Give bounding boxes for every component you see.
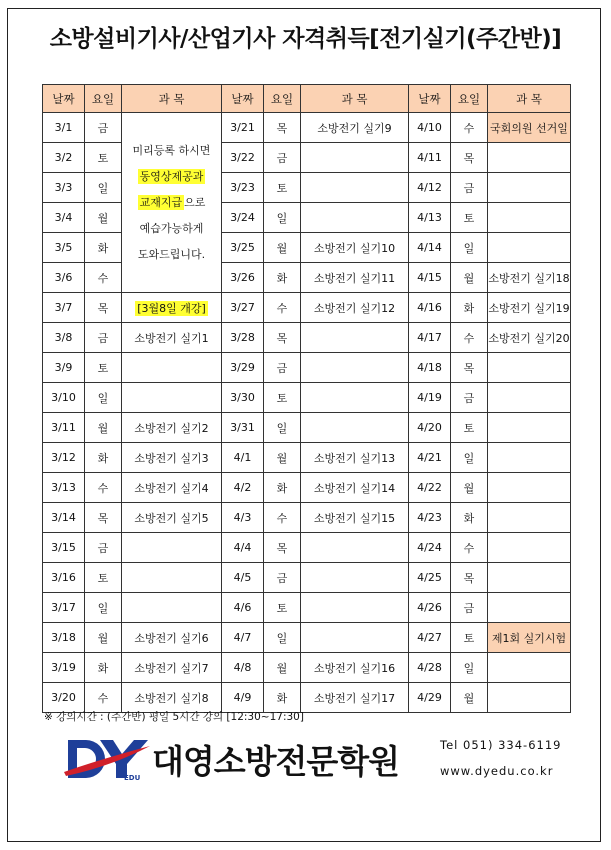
day-cell: 토: [264, 383, 301, 413]
subject-cell: [488, 143, 571, 173]
subject-cell: 소방전기 실기20: [488, 323, 571, 353]
date-cell: 4/17: [409, 323, 451, 353]
day-cell: 금: [85, 113, 122, 143]
day-cell: 금: [264, 563, 301, 593]
date-cell: 4/23: [409, 503, 451, 533]
subject-cell: 소방전기 실기17: [301, 683, 409, 713]
subject-cell: [122, 593, 222, 623]
day-cell: 월: [264, 443, 301, 473]
date-cell: 4/28: [409, 653, 451, 683]
day-cell: 수: [264, 503, 301, 533]
date-cell: 4/15: [409, 263, 451, 293]
day-cell: 일: [451, 653, 488, 683]
subject-cell: [301, 533, 409, 563]
date-cell: 4/21: [409, 443, 451, 473]
date-cell: 3/9: [43, 353, 85, 383]
day-cell: 일: [85, 593, 122, 623]
opening-date-label: [3월8일 개강]: [137, 301, 206, 315]
day-cell: 월: [264, 233, 301, 263]
date-cell: 4/6: [222, 593, 264, 623]
subject-cell: 소방전기 실기18: [488, 263, 571, 293]
day-cell: 화: [264, 683, 301, 713]
table-row: [43, 473, 571, 503]
date-cell: 4/25: [409, 563, 451, 593]
header-subject: 과 목: [122, 85, 222, 113]
day-cell: 금: [85, 533, 122, 563]
header-day: 요일: [451, 85, 488, 113]
day-cell: 화: [264, 473, 301, 503]
day-cell: 월: [451, 683, 488, 713]
header-date: 날짜: [409, 85, 451, 113]
day-cell: 월: [451, 263, 488, 293]
date-cell: 4/27: [409, 623, 451, 653]
date-cell: 4/20: [409, 413, 451, 443]
day-cell: 화: [264, 263, 301, 293]
subject-cell: 소방전기 실기5: [122, 503, 222, 533]
day-cell: 토: [451, 413, 488, 443]
subject-cell: [301, 563, 409, 593]
note-line: 예습가능하게: [139, 221, 204, 235]
subject-cell: [301, 323, 409, 353]
subject-cell: 소방전기 실기15: [301, 503, 409, 533]
date-cell: 4/22: [409, 473, 451, 503]
subject-cell: [488, 683, 571, 713]
date-cell: 4/14: [409, 233, 451, 263]
day-cell: 화: [85, 233, 122, 263]
day-cell: 목: [451, 563, 488, 593]
subject-cell: 소방전기 실기2: [122, 413, 222, 443]
table-row: [43, 383, 571, 413]
date-cell: 3/15: [43, 533, 85, 563]
subject-cell: [488, 203, 571, 233]
day-cell: 금: [451, 383, 488, 413]
date-cell: 3/10: [43, 383, 85, 413]
day-cell: 일: [451, 443, 488, 473]
academy-name: 대영소방전문학원: [152, 742, 400, 781]
table-row: [43, 323, 571, 353]
website: www.dyedu.co.kr: [440, 764, 554, 778]
day-cell: 목: [264, 533, 301, 563]
subject-cell: 소방전기 실기10: [301, 233, 409, 263]
date-cell: 3/18: [43, 623, 85, 653]
header-subject: 과 목: [301, 85, 409, 113]
table-row: [43, 563, 571, 593]
day-cell: 목: [264, 323, 301, 353]
day-cell: 월: [451, 473, 488, 503]
day-cell: 목: [451, 143, 488, 173]
table-row: [43, 653, 571, 683]
subject-cell: 소방전기 실기7: [122, 653, 222, 683]
day-cell: 목: [451, 353, 488, 383]
day-cell: 금: [451, 593, 488, 623]
day-cell: 화: [451, 293, 488, 323]
note-line: 도와드립니다.: [137, 247, 206, 261]
subject-cell: [122, 353, 222, 383]
note-line: [122, 164, 221, 190]
table-row: [43, 503, 571, 533]
day-cell: 금: [451, 173, 488, 203]
note-line: 미리등록 하시면: [132, 143, 211, 157]
date-cell: 3/11: [43, 413, 85, 443]
day-cell: 화: [451, 503, 488, 533]
date-cell: 4/1: [222, 443, 264, 473]
day-cell: 화: [85, 653, 122, 683]
day-cell: 목: [264, 113, 301, 143]
date-cell: 3/5: [43, 233, 85, 263]
day-cell: 목: [85, 293, 122, 323]
date-cell: 3/20: [43, 683, 85, 713]
note-line: [122, 190, 221, 216]
table-row: [43, 413, 571, 443]
date-cell: 3/3: [43, 173, 85, 203]
day-cell: 일: [85, 173, 122, 203]
note-suffix: 으로: [184, 195, 206, 209]
table-row: [43, 533, 571, 563]
day-cell: 목: [85, 503, 122, 533]
date-cell: 3/28: [222, 323, 264, 353]
subject-cell: 소방전기 실기11: [301, 263, 409, 293]
day-cell: 수: [451, 533, 488, 563]
opening-date-cell: [122, 293, 222, 323]
day-cell: 일: [451, 233, 488, 263]
page-title: 소방설비기사/산업기사 자격취득[전기실기(주간반)]: [49, 26, 562, 52]
date-cell: 3/8: [43, 323, 85, 353]
date-cell: 3/22: [222, 143, 264, 173]
subject-cell: [488, 413, 571, 443]
subject-cell: 소방전기 실기4: [122, 473, 222, 503]
subject-cell: 소방전기 실기19: [488, 293, 571, 323]
day-cell: 토: [85, 353, 122, 383]
date-cell: 4/3: [222, 503, 264, 533]
subject-cell: [122, 563, 222, 593]
date-cell: 3/29: [222, 353, 264, 383]
header-date: 날짜: [222, 85, 264, 113]
subject-cell: [301, 353, 409, 383]
date-cell: 3/27: [222, 293, 264, 323]
table-row: [43, 293, 571, 323]
date-cell: 3/14: [43, 503, 85, 533]
day-cell: 토: [451, 203, 488, 233]
subject-cell: [301, 593, 409, 623]
date-cell: 3/2: [43, 143, 85, 173]
day-cell: 토: [451, 623, 488, 653]
date-cell: 4/16: [409, 293, 451, 323]
date-cell: 4/7: [222, 623, 264, 653]
day-cell: 토: [85, 563, 122, 593]
subject-cell: [488, 173, 571, 203]
date-cell: 4/18: [409, 353, 451, 383]
subject-cell: [488, 353, 571, 383]
day-cell: 수: [85, 263, 122, 293]
table-row: [43, 443, 571, 473]
subject-cell: 소방전기 실기14: [301, 473, 409, 503]
date-cell: 4/11: [409, 143, 451, 173]
date-cell: 4/12: [409, 173, 451, 203]
table-row: [43, 683, 571, 713]
day-cell: 토: [264, 173, 301, 203]
day-cell: 화: [85, 443, 122, 473]
date-cell: 3/30: [222, 383, 264, 413]
subject-cell: [301, 413, 409, 443]
subject-cell: [488, 473, 571, 503]
header-day: 요일: [85, 85, 122, 113]
day-cell: 토: [85, 143, 122, 173]
day-cell: 월: [85, 413, 122, 443]
header-day: 요일: [264, 85, 301, 113]
day-cell: 금: [264, 143, 301, 173]
date-cell: 4/9: [222, 683, 264, 713]
subject-cell: [301, 203, 409, 233]
table-row: [43, 353, 571, 383]
highlight-text: 동영상제공과: [139, 169, 204, 183]
subject-cell: 소방전기 실기16: [301, 653, 409, 683]
subject-cell: [488, 533, 571, 563]
day-cell: 일: [264, 413, 301, 443]
date-cell: 3/21: [222, 113, 264, 143]
subject-cell: [301, 143, 409, 173]
subject-cell: [301, 383, 409, 413]
day-cell: 금: [85, 323, 122, 353]
day-cell: 일: [264, 623, 301, 653]
day-cell: 금: [264, 353, 301, 383]
event-cell: 국회의원 선거일: [488, 113, 571, 143]
day-cell: 월: [85, 203, 122, 233]
date-cell: 4/26: [409, 593, 451, 623]
day-cell: 수: [451, 323, 488, 353]
preregistration-note: [122, 113, 222, 293]
subject-cell: [488, 503, 571, 533]
date-cell: 4/8: [222, 653, 264, 683]
date-cell: 3/23: [222, 173, 264, 203]
table-row: [43, 593, 571, 623]
subject-cell: 소방전기 실기13: [301, 443, 409, 473]
subject-cell: [488, 653, 571, 683]
table-row: [43, 113, 571, 143]
subject-cell: 소방전기 실기6: [122, 623, 222, 653]
day-cell: 수: [451, 113, 488, 143]
date-cell: 3/6: [43, 263, 85, 293]
day-cell: 수: [264, 293, 301, 323]
date-cell: 3/17: [43, 593, 85, 623]
date-cell: 4/13: [409, 203, 451, 233]
day-cell: 일: [264, 203, 301, 233]
lecture-time-note: ※ 강의시간 : (주간반) 평일 5시간 강의 [12:30~17:30]: [44, 711, 304, 723]
subject-cell: 소방전기 실기1: [122, 323, 222, 353]
day-cell: 월: [85, 623, 122, 653]
day-cell: 수: [85, 683, 122, 713]
date-cell: 3/16: [43, 563, 85, 593]
subject-cell: [122, 533, 222, 563]
date-cell: 4/4: [222, 533, 264, 563]
subject-cell: [488, 563, 571, 593]
date-cell: 3/31: [222, 413, 264, 443]
date-cell: 4/5: [222, 563, 264, 593]
date-cell: 3/4: [43, 203, 85, 233]
subject-cell: [488, 443, 571, 473]
date-cell: 4/2: [222, 473, 264, 503]
date-cell: 3/19: [43, 653, 85, 683]
subject-cell: 소방전기 실기12: [301, 293, 409, 323]
date-cell: 3/13: [43, 473, 85, 503]
header-row: [43, 85, 571, 113]
dy-edu-logo: [62, 736, 152, 782]
subject-cell: [488, 593, 571, 623]
date-cell: 3/24: [222, 203, 264, 233]
header-date: 날짜: [43, 85, 85, 113]
date-cell: 3/1: [43, 113, 85, 143]
date-cell: 4/29: [409, 683, 451, 713]
day-cell: 토: [264, 593, 301, 623]
day-cell: 수: [85, 473, 122, 503]
date-cell: 3/25: [222, 233, 264, 263]
day-cell: 일: [85, 383, 122, 413]
date-cell: 3/12: [43, 443, 85, 473]
logo-sub-text: EDU: [124, 774, 141, 782]
table-row: [43, 623, 571, 653]
date-cell: 4/10: [409, 113, 451, 143]
event-cell: 제1회 실기시험: [488, 623, 571, 653]
subject-cell: [301, 623, 409, 653]
subject-cell: [488, 383, 571, 413]
date-cell: 3/7: [43, 293, 85, 323]
date-cell: 4/24: [409, 533, 451, 563]
subject-cell: 소방전기 실기9: [301, 113, 409, 143]
date-cell: 4/19: [409, 383, 451, 413]
phone-number: Tel 051) 334-6119: [440, 738, 562, 752]
schedule-table: [42, 84, 571, 713]
date-cell: 3/26: [222, 263, 264, 293]
highlight-text: 교재지급: [139, 195, 183, 209]
header-subject: 과 목: [488, 85, 571, 113]
subject-cell: [122, 383, 222, 413]
subject-cell: [301, 173, 409, 203]
subject-cell: 소방전기 실기8: [122, 683, 222, 713]
day-cell: 월: [264, 653, 301, 683]
subject-cell: [488, 233, 571, 263]
subject-cell: 소방전기 실기3: [122, 443, 222, 473]
